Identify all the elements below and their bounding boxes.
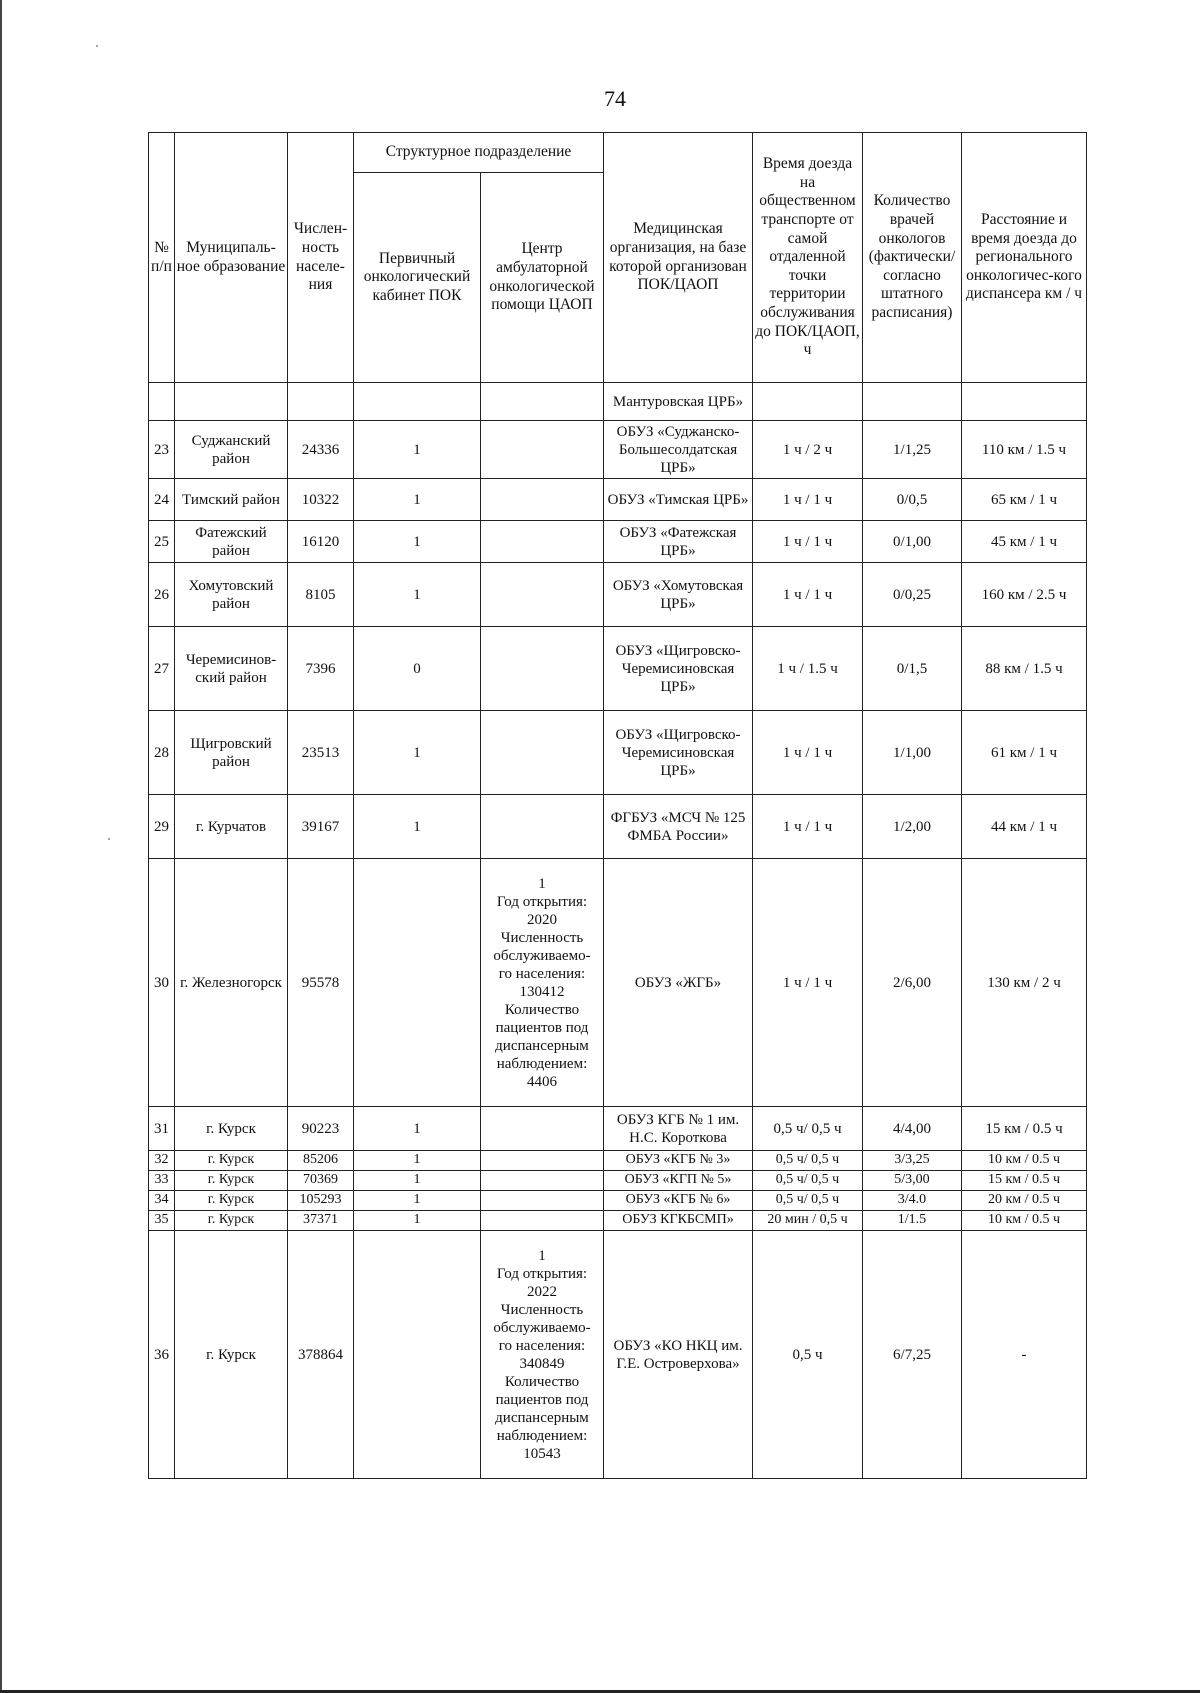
cell-caop <box>481 521 604 563</box>
header-caop: Центр амбулаторной онкологической помощи ЦАОП <box>481 173 604 383</box>
cell-municipality: Фатежский район <box>175 521 288 563</box>
cell-organization: ОБУЗ «КГБ № 3» <box>604 1151 753 1171</box>
cell-travel-time: 1 ч / 2 ч <box>753 421 863 479</box>
cell-municipality: Тимский район <box>175 479 288 521</box>
cell-num: 30 <box>149 859 175 1107</box>
scan-speck <box>96 45 98 47</box>
cell-distance: 65 км / 1 ч <box>962 479 1087 521</box>
cell-population: 16120 <box>288 521 354 563</box>
cell-organization: ОБУЗ КГКБСМП» <box>604 1211 753 1231</box>
cell-organization: ОБУЗ «КГП № 5» <box>604 1171 753 1191</box>
cell-doctors: 3/4.0 <box>863 1191 962 1211</box>
cell-travel-time: 1 ч / 1 ч <box>753 859 863 1107</box>
table-row <box>149 1151 1087 1171</box>
cell-organization: ОБУЗ «Щигровско-Черемисиновская ЦРБ» <box>604 711 753 795</box>
cell-distance: 20 км / 0.5 ч <box>962 1191 1087 1211</box>
cell-pok: 1 <box>354 563 481 627</box>
cell-municipality: г. Курск <box>175 1191 288 1211</box>
cell-caop <box>481 1151 604 1171</box>
cell-municipality: г. Железногорск <box>175 859 288 1107</box>
cell-municipality: г. Курчатов <box>175 795 288 859</box>
cell-doctors: 0/0,5 <box>863 479 962 521</box>
cell-distance: 44 км / 1 ч <box>962 795 1087 859</box>
cell-pok: 1 <box>354 421 481 479</box>
cell-travel-time: 1 ч / 1 ч <box>753 711 863 795</box>
cell-organization: ФГБУЗ «МСЧ № 125 ФМБА России» <box>604 795 753 859</box>
cell-doctors: 0/0,25 <box>863 563 962 627</box>
cell-organization: ОБУЗ «Суджанско-Большесолдатская ЦРБ» <box>604 421 753 479</box>
header-municipality: Муниципаль-ное образование <box>175 133 288 383</box>
cell-travel-time: 1 ч / 1.5 ч <box>753 627 863 711</box>
cell-distance: 15 км / 0.5 ч <box>962 1107 1087 1151</box>
cell-organization: ОБУЗ «Щигровско-Черемисиновская ЦРБ» <box>604 627 753 711</box>
cell-municipality: г. Курск <box>175 1171 288 1191</box>
cell-doctors: 1/2,00 <box>863 795 962 859</box>
table-row <box>149 421 1087 479</box>
cell-travel-time: 0,5 ч/ 0,5 ч <box>753 1107 863 1151</box>
header-population: Числен-ность населе-ния <box>288 133 354 383</box>
page-number: 74 <box>604 86 626 111</box>
table-row <box>149 1211 1087 1231</box>
cell-distance: - <box>962 1231 1087 1479</box>
cell-doctors: 4/4,00 <box>863 1107 962 1151</box>
table-row <box>149 563 1087 627</box>
cell-distance: 45 км / 1 ч <box>962 521 1087 563</box>
cell-num: 24 <box>149 479 175 521</box>
cell-population: 23513 <box>288 711 354 795</box>
cell-distance: 110 км / 1.5 ч <box>962 421 1087 479</box>
cell-caop <box>481 421 604 479</box>
cell-num: 27 <box>149 627 175 711</box>
cell-distance: 88 км / 1.5 ч <box>962 627 1087 711</box>
cell-pok: 1 <box>354 521 481 563</box>
cell-population: 378864 <box>288 1231 354 1479</box>
cell-num: 35 <box>149 1211 175 1231</box>
cell-doctors: 2/6,00 <box>863 859 962 1107</box>
cell-organization: ОБУЗ «Фатежская ЦРБ» <box>604 521 753 563</box>
header-doctors: Количество врачей онкологов (фактически/ согласно штатного расписания) <box>863 133 962 383</box>
cell-population: 8105 <box>288 563 354 627</box>
cell-organization: ОБУЗ КГБ № 1 им. Н.С. Короткова <box>604 1107 753 1151</box>
cell-caop <box>481 1107 604 1151</box>
cell-caop: 1 Год открытия: 2022 Численность обслуживаемо- го населения: 340849 Количество пациентов под диспансерным наблюдением: 10543 <box>481 1231 604 1479</box>
cell-distance: 130 км / 2 ч <box>962 859 1087 1107</box>
cell-caop <box>481 1191 604 1211</box>
cell-municipality: Черемисинов-ский район <box>175 627 288 711</box>
cell-doctors: 1/1,25 <box>863 421 962 479</box>
cell-municipality: г. Курск <box>175 1211 288 1231</box>
cell-caop <box>481 1211 604 1231</box>
cell-travel-time: 0,5 ч/ 0,5 ч <box>753 1151 863 1171</box>
cell-caop: 1 Год открытия: 2020 Численность обслуживаемо- го населения: 130412 Количество пациентов под диспансерным наблюдением: 4406 <box>481 859 604 1107</box>
table-row <box>149 1107 1087 1151</box>
cell-caop <box>481 479 604 521</box>
cell-pok: 1 <box>354 795 481 859</box>
cell-num: 33 <box>149 1171 175 1191</box>
cell-pok: 1 <box>354 1211 481 1231</box>
header-distance: Расстояние и время доезда до регионального онкологичес-кого диспансера км / ч <box>962 133 1087 383</box>
continuation-row <box>149 383 1087 421</box>
cell-population: 24336 <box>288 421 354 479</box>
cell-pok <box>354 859 481 1107</box>
cell-num: 28 <box>149 711 175 795</box>
cell-organization: ОБУЗ «КГБ № 6» <box>604 1191 753 1211</box>
cell-caop <box>481 627 604 711</box>
cell-travel-time: 1 ч / 1 ч <box>753 795 863 859</box>
cell-travel-time: 1 ч / 1 ч <box>753 479 863 521</box>
cell-population: 39167 <box>288 795 354 859</box>
cell-num: 34 <box>149 1191 175 1211</box>
cell-pok: 0 <box>354 627 481 711</box>
cell-num: 36 <box>149 1231 175 1479</box>
cell-municipality: г. Курск <box>175 1231 288 1479</box>
cell-doctors: 6/7,25 <box>863 1231 962 1479</box>
cell-municipality: г. Курск <box>175 1151 288 1171</box>
cell-municipality: г. Курск <box>175 1107 288 1151</box>
cell-pok: 1 <box>354 1151 481 1171</box>
cell-doctors: 0/1,00 <box>863 521 962 563</box>
oncology-units-table <box>148 132 1087 1479</box>
cell-travel-time: 1 ч / 1 ч <box>753 521 863 563</box>
cell-travel-time: 0,5 ч/ 0,5 ч <box>753 1171 863 1191</box>
cell-organization: ОБУЗ «Тимская ЦРБ» <box>604 479 753 521</box>
cell-population: 70369 <box>288 1171 354 1191</box>
cell-caop <box>481 1171 604 1191</box>
cell-doctors: 1/1.5 <box>863 1211 962 1231</box>
cell-doctors: 3/3,25 <box>863 1151 962 1171</box>
continuation-organization: Мантуровская ЦРБ» <box>604 383 753 421</box>
scan-speck <box>108 838 110 840</box>
cell-pok: 1 <box>354 479 481 521</box>
cell-population: 95578 <box>288 859 354 1107</box>
cell-municipality: Суджанский район <box>175 421 288 479</box>
cell-distance: 160 км / 2.5 ч <box>962 563 1087 627</box>
table-row <box>149 521 1087 563</box>
cell-organization: ОБУЗ «КО НКЦ им. Г.Е. Островерхова» <box>604 1231 753 1479</box>
header-organization: Медицинская организация, на базе которой организован ПОК/ЦАОП <box>604 133 753 383</box>
cell-population: 10322 <box>288 479 354 521</box>
cell-distance: 15 км / 0.5 ч <box>962 1171 1087 1191</box>
cell-num: 32 <box>149 1151 175 1171</box>
cell-population: 37371 <box>288 1211 354 1231</box>
cell-caop <box>481 711 604 795</box>
cell-travel-time: 0,5 ч <box>753 1231 863 1479</box>
cell-municipality: Хомутовский район <box>175 563 288 627</box>
table-row <box>149 795 1087 859</box>
table-row <box>149 479 1087 521</box>
cell-organization: ОБУЗ «Хомутовская ЦРБ» <box>604 563 753 627</box>
cell-population: 90223 <box>288 1107 354 1151</box>
cell-num: 23 <box>149 421 175 479</box>
table-row <box>149 859 1087 1107</box>
table-row <box>149 627 1087 711</box>
cell-travel-time: 0,5 ч/ 0,5 ч <box>753 1191 863 1211</box>
header-structural-unit: Структурное подразделение <box>354 133 604 173</box>
cell-num: 25 <box>149 521 175 563</box>
cell-num: 26 <box>149 563 175 627</box>
cell-municipality: Щигровский район <box>175 711 288 795</box>
header-num: № п/п <box>149 133 175 383</box>
cell-doctors: 5/3,00 <box>863 1171 962 1191</box>
cell-population: 85206 <box>288 1151 354 1171</box>
cell-doctors: 1/1,00 <box>863 711 962 795</box>
cell-travel-time: 1 ч / 1 ч <box>753 563 863 627</box>
cell-distance: 61 км / 1 ч <box>962 711 1087 795</box>
cell-caop <box>481 795 604 859</box>
cell-population: 7396 <box>288 627 354 711</box>
header-pok: Первичный онкологический кабинет ПОК <box>354 173 481 383</box>
table-row <box>149 1171 1087 1191</box>
scan-left-edge <box>0 0 2 1693</box>
cell-distance: 10 км / 0.5 ч <box>962 1151 1087 1171</box>
table-row <box>149 1231 1087 1479</box>
cell-num: 29 <box>149 795 175 859</box>
table-row <box>149 711 1087 795</box>
cell-pok <box>354 1231 481 1479</box>
header-travel-time: Время доезда на общественном транспорте от самой отдаленной точки территории обслуживания до ПОК/ЦАОП, ч <box>753 133 863 383</box>
table-row <box>149 1191 1087 1211</box>
cell-pok: 1 <box>354 1107 481 1151</box>
cell-travel-time: 20 мин / 0,5 ч <box>753 1211 863 1231</box>
cell-pok: 1 <box>354 1191 481 1211</box>
cell-distance: 10 км / 0.5 ч <box>962 1211 1087 1231</box>
cell-pok: 1 <box>354 711 481 795</box>
cell-organization: ОБУЗ «ЖГБ» <box>604 859 753 1107</box>
cell-doctors: 0/1,5 <box>863 627 962 711</box>
cell-pok: 1 <box>354 1171 481 1191</box>
cell-num: 31 <box>149 1107 175 1151</box>
cell-caop <box>481 563 604 627</box>
cell-population: 105293 <box>288 1191 354 1211</box>
